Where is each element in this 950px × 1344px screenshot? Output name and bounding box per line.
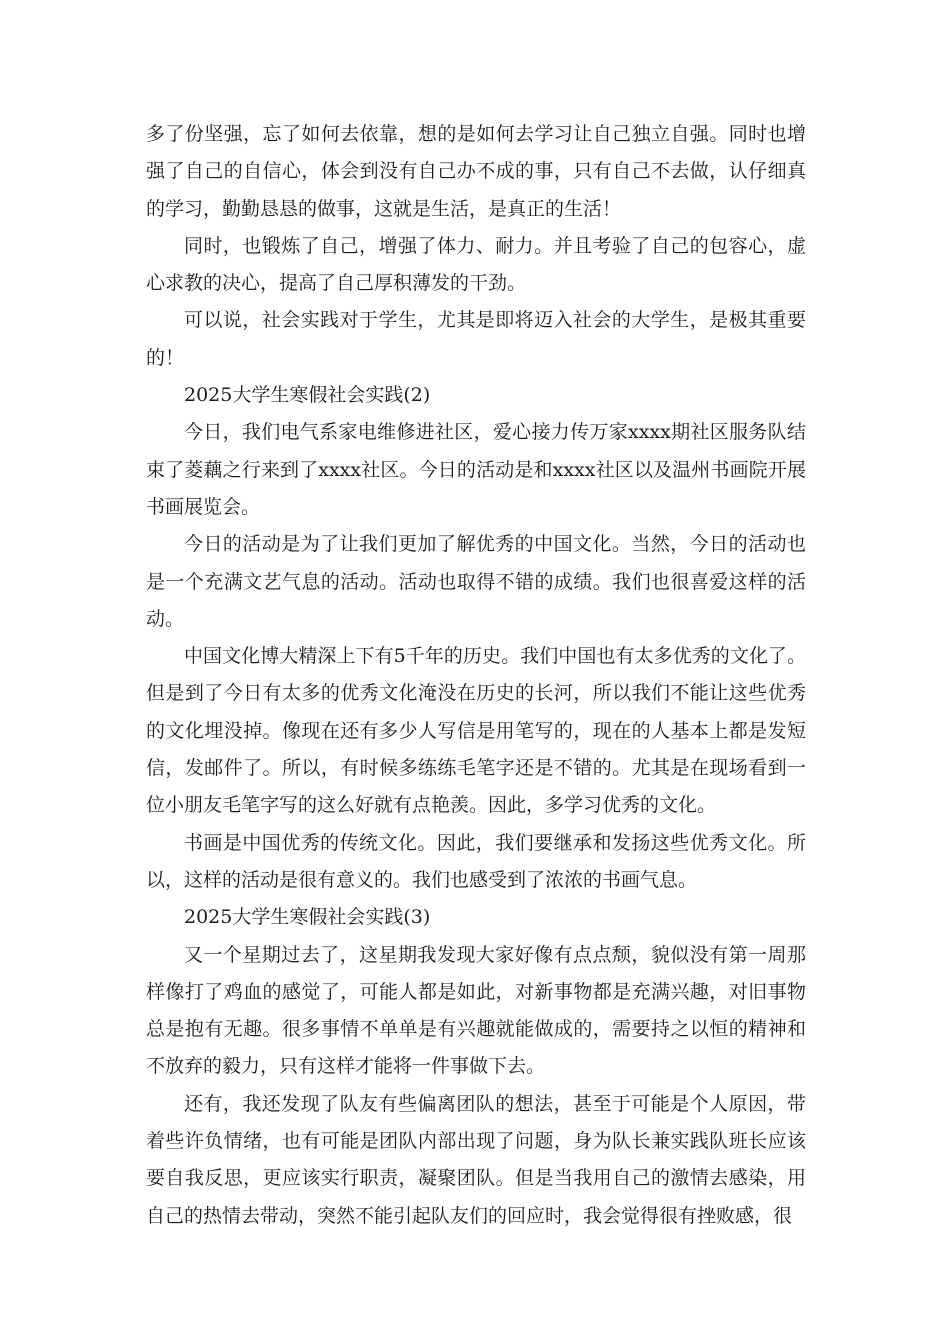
paragraph: 又一个星期过去了，这星期我发现大家好像有点点颓，貌似没有第一周那样像打了鸡血的感觉了，可能人都是如此，对新事物都是充满兴趣，对旧事物总是抱有无趣。很多事情不单单是有兴趣就能做成的，需要持之以恒的精神和不放弃的毅力，只有这样才能将一件事做下去。 <box>146 943 806 1078</box>
paragraph: 还有，我还发现了队友有些偏离团队的想法，甚至于可能是个人原因，带着些许负情绪，也有可能是团队内部出现了问题，身为队长兼实践队班长应该要自我反思，更应该实行职责，凝聚团队。但是当我用自己的激情去感染，用自己的热情去带动，突然不能引起队友们的回应时，我会觉得很有挫败感，很 <box>146 1092 806 1227</box>
paragraph: 今日，我们电气系家电维修进社区，爱心接力传万家xxxx期社区服务队结束了菱藕之行来到了xxxx社区。今日的活动是和xxxx社区以及温州书画院开展书画展览会。 <box>146 421 806 518</box>
paragraph: 可以说，社会实践对于学生，尤其是即将迈入社会的大学生，是极其重要的！ <box>146 309 806 369</box>
document-body <box>146 116 806 1235</box>
paragraph: 多了份坚强，忘了如何去依靠，想的是如何去学习让自己独立自强。同时也增强了自己的自信心，体会到没有自己办不成的事，只有自己不去做，认仔细真的学习，勤勤恳恳的做事，这就是生活，是真正的生活！ <box>146 123 806 220</box>
paragraph: 中国文化博大精深上下有5千年的历史。我们中国也有太多优秀的文化了。但是到了今日有太多的优秀文化淹没在历史的长河，所以我们不能让这些优秀的文化埋没掉。像现在还有多少人写信是用笔写的，现在的人基本上都是发短信，发邮件了。所以，有时候多练练毛笔字还是不错的。尤其是在现场看到一位小朋友毛笔字写的这么好就有点艳羡。因此，多学习优秀的文化。 <box>146 645 806 817</box>
paragraph: 书画是中国优秀的传统文化。因此，我们要继承和发扬这些优秀文化。所以，这样的活动是很有意义的。我们也感受到了浓浓的书画气息。 <box>146 831 806 891</box>
section-heading: 2025大学生寒假社会实践(3) <box>184 906 431 929</box>
section-heading: 2025大学生寒假社会实践(2) <box>184 384 431 407</box>
paragraph: 今日的活动是为了让我们更加了解优秀的中国文化。当然，今日的活动也是一个充满文艺气息的活动。活动也取得不错的成绩。我们也很喜爱这样的活动。 <box>146 533 806 630</box>
paragraph: 同时，也锻炼了自己，增强了体力、耐力。并且考验了自己的包容心，虚心求教的决心，提高了自己厚积薄发的干劲。 <box>146 234 806 295</box>
